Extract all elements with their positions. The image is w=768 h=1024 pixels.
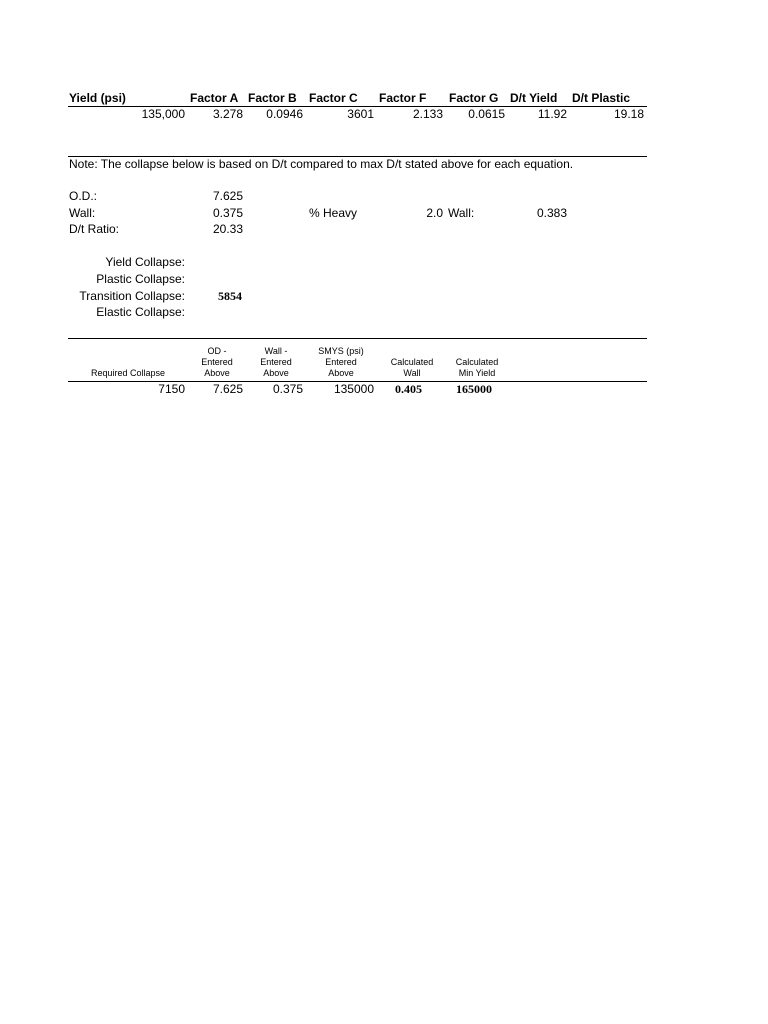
header-wall-line2: Entered [260,357,292,367]
yield-collapse-label: Yield Collapse: [105,255,185,269]
header-factor-a: Factor A [190,91,239,105]
value-factor-g: 0.0615 [468,107,505,121]
value-dt-plastic: 19.18 [613,107,644,121]
wall-label: Wall: [69,206,96,220]
heavy-label: % Heavy [309,206,358,220]
elastic-collapse-label: Elastic Collapse: [96,305,185,319]
value-yield: 135,000 [141,107,185,121]
plastic-collapse-label: Plastic Collapse: [96,272,185,286]
dt-label: D/t Ratio: [69,222,120,236]
header-factor-b: Factor B [248,91,297,105]
dt-value: 20.33 [212,222,243,236]
header-dt-plastic: D/t Plastic [572,91,631,105]
wall-entered-value: 0.375 [272,382,303,396]
wall-value: 0.375 [212,206,243,220]
header-dt-yield: D/t Yield [510,91,558,105]
header-wall-line1: Wall - [264,346,288,356]
header-calc-wall-line1: Calculated [390,357,434,367]
header-calc-yield-line2: Min Yield [458,368,496,378]
header-smys-line2: Entered [325,357,357,367]
header-required-collapse: Required Collapse [90,368,166,378]
header-smys-entered [311,346,371,379]
od-entered-value: 7.625 [212,382,243,396]
heavy-wall-label: Wall: [448,206,475,220]
header-factor-f: Factor F [379,91,427,105]
header-od-line1: OD - [207,346,227,356]
required-collapse-value: 7150 [158,382,185,396]
header-smys-line1: SMYS (psi) [318,346,364,356]
value-dt-yield: 11.92 [537,107,567,121]
header-calculated-wall [382,357,442,379]
heavy-wall-value: 0.383 [536,206,567,220]
header-yield: Yield (psi) [69,91,126,105]
header-od-entered [192,346,242,379]
header-calc-yield-line1: Calculated [455,357,499,367]
required-table-top-rule [68,338,647,339]
header-calc-wall-line2: Wall [403,368,421,378]
header-calculated-min-yield [447,357,507,379]
value-factor-b: 0.0946 [266,107,303,121]
value-factor-c: 3601 [347,107,374,121]
value-factor-f: 2.133 [412,107,443,121]
header-od-line2: Entered [201,357,233,367]
header-wall-entered [251,346,301,379]
header-factor-c: Factor C [309,91,358,105]
od-label: O.D.: [69,189,98,203]
smys-entered-value: 135000 [333,382,374,396]
calculated-wall-value: 0.405 [395,382,422,396]
value-factor-a: 3.278 [212,107,243,121]
heavy-value: 2.0 [426,206,443,220]
calculated-min-yield-value: 165000 [456,382,492,396]
transition-collapse-label: Transition Collapse: [79,289,185,303]
header-smys-line3: Above [328,368,354,378]
header-wall-line3: Above [263,368,289,378]
header-od-line3: Above [204,368,230,378]
header-factor-g: Factor G [449,91,499,105]
transition-collapse-value: 5854 [218,289,242,303]
note-text: Note: The collapse below is based on D/t compared to max D/t stated above for each equation. [69,157,574,171]
od-value: 7.625 [212,189,243,203]
